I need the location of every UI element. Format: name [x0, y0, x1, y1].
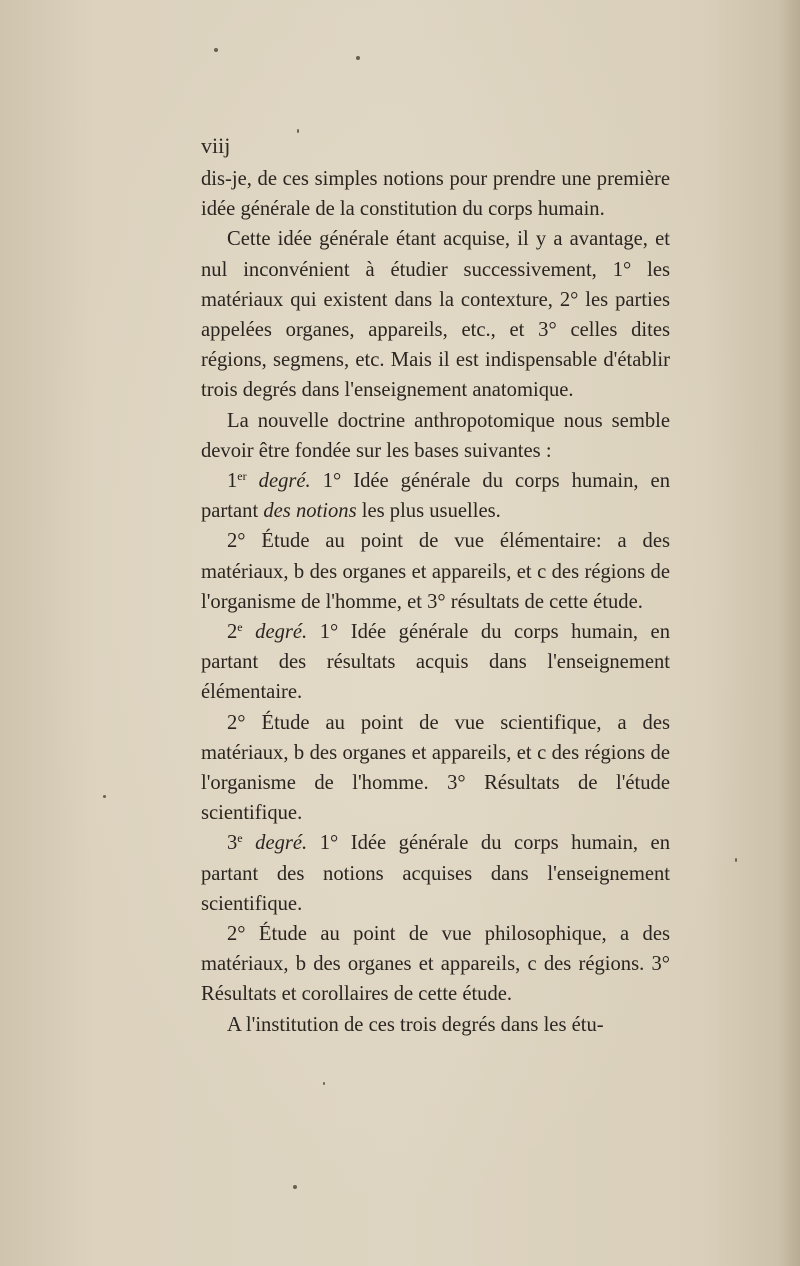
degree-label: degré. [255, 621, 308, 644]
paragraph: Cette idée générale étant acquise, il y a avantage, et nul inconvénient à étudier successivement, 1° les matériaux qui existent dans la contexture, 2° les parties appelées organes, appareils, etc., et 3° celles dites régions, segmens, etc. Mais il est indispensable d'établir trois degrés dans l'enseignement anatomique. [201, 228, 670, 402]
ink-speck [103, 795, 106, 798]
degree-label: degré. [258, 470, 311, 493]
paragraph-text: 1° Idée générale du corps humain, en partant des résultats acquis dans l'enseignement élémentaire. [201, 621, 670, 704]
degree-ordinal: 2 [227, 621, 238, 644]
ink-speck [356, 56, 360, 60]
ink-speck [214, 48, 218, 52]
paragraph: 2° Étude au point de vue élémentaire: a des matériaux, b des organes et appareils, et c des régions de l'organisme de l'homme, et 3° résultats de cette étude. [201, 530, 670, 613]
body-text [201, 164, 670, 1040]
paragraph: dis-je, de ces simples notions pour prendre une première idée générale de la constitution du corps humain. [201, 168, 670, 221]
paragraph-text: 1° Idée générale du corps humain, en partant [201, 470, 670, 523]
paragraph: A l'institution de ces trois degrés dans les étu- [227, 1013, 604, 1036]
degree-ordinal-suffix: e [237, 620, 243, 635]
paragraph-degree-2 [201, 617, 670, 708]
degree-ordinal: 3 [227, 832, 238, 855]
degree-ordinal: 1 [227, 470, 238, 493]
paragraph-text: les plus usuelles. [361, 500, 501, 523]
ink-speck [297, 129, 299, 133]
paragraph: 2° Étude au point de vue scientifique, a des matériaux, b des organes et appareils, et c des régions de l'organisme de l'homme. 3° Résultats de l'étude scientifique. [201, 711, 670, 825]
ink-speck [735, 858, 737, 862]
ink-speck [293, 1185, 297, 1189]
degree-ordinal-suffix: er [237, 469, 247, 484]
paragraph-degree-3 [201, 828, 670, 919]
paragraph-text: 1° Idée générale du corps humain, en partant des notions acquises dans l'enseignement scientifique. [201, 832, 670, 915]
degree-ordinal-suffix: e [237, 831, 243, 846]
paragraph-degree-1 [201, 466, 670, 526]
paragraph: 2° Étude au point de vue philosophique, a des matériaux, b des organes et appareils, c des régions. 3° Résultats et corollaires de cette étude. [201, 923, 670, 1006]
italic-phrase: des notions [263, 500, 357, 523]
ink-speck [323, 1082, 325, 1085]
degree-label: degré. [255, 832, 308, 855]
page-number: viij [201, 133, 231, 158]
paragraph: La nouvelle doctrine anthropotomique nous semble devoir être fondée sur les bases suivantes : [201, 409, 670, 462]
